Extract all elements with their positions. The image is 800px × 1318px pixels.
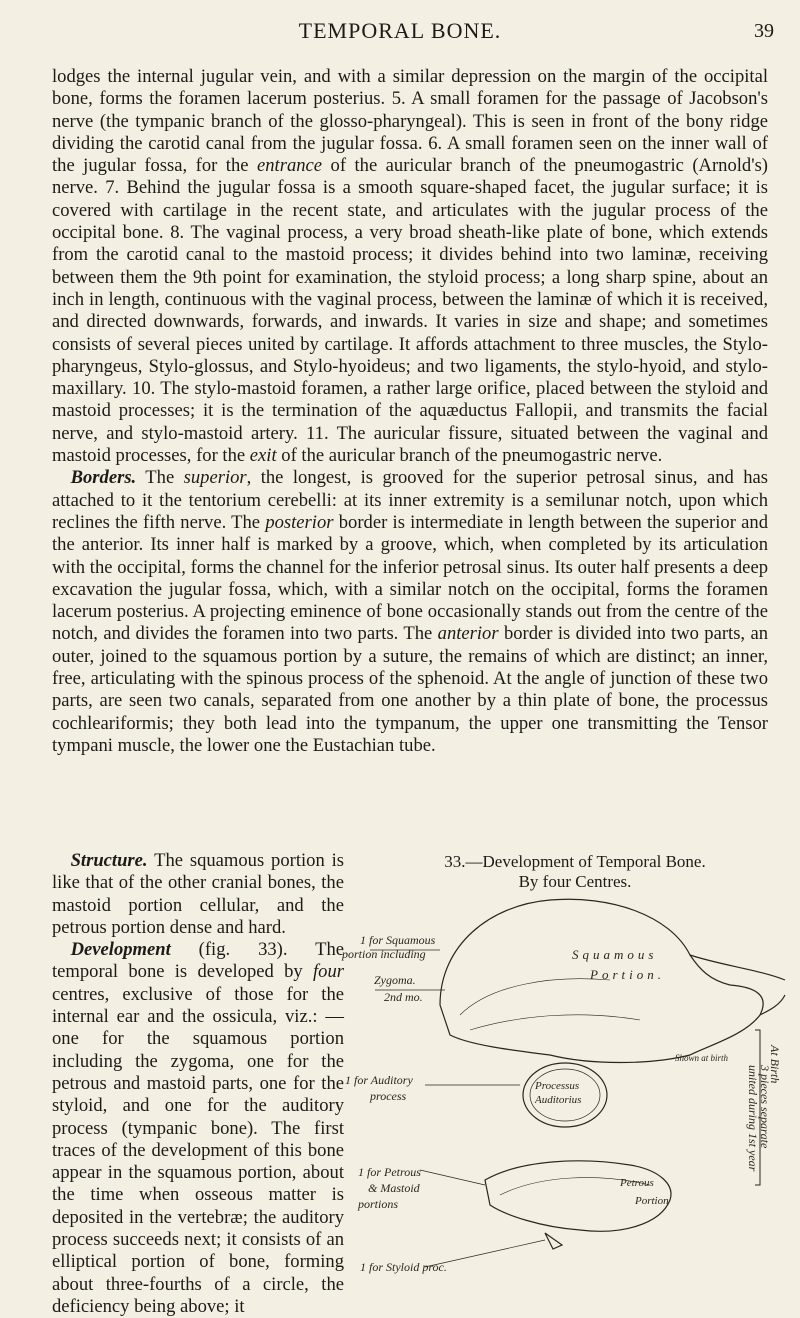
label-portion-word-2: Portion bbox=[635, 1195, 669, 1207]
paragraph-text: centres, exclusive of those for the internal ear and the ossicula, viz.: — one for the squamous portion including the zygoma, one for the petrous and mastoid parts, one for the styloid, and one for the auditory process (tympanic bone). The first traces of the development of this bone appear in the squamous portion, about the time when osseous matter is deposited in the vertebræ; the auditory process succeeds next; it consists of an elliptical portion of bone, forming about three-fourths of a circle, the deficiency being above; it bbox=[52, 983, 344, 1317]
label-united-first-year: united during 1st year bbox=[746, 1065, 760, 1172]
label-squamous-centre-2: portion including bbox=[342, 947, 426, 961]
label-portion-word: Portion. bbox=[590, 967, 665, 982]
label-pieces-separate: 3 pieces separate bbox=[758, 1065, 772, 1149]
paragraph-text: , the longest, is grooved for the superior petrosal sinus, and has attached to it the tentorium cerebelli: at its inner extremity is a semilunar notch, upon which reclines the fifth nerve. The bbox=[52, 467, 769, 533]
paragraph-foramina bbox=[52, 66, 768, 467]
emphasis: anterior bbox=[437, 623, 499, 645]
emphasis: superior bbox=[183, 467, 247, 489]
label-petrous-word: Petrous bbox=[620, 1177, 654, 1189]
label-processus: Processus bbox=[535, 1080, 580, 1092]
paragraph-text: (fig. 33). The temporal bone is developed by bbox=[52, 939, 344, 983]
label-styloid-centre: 1 for Styloid proc. bbox=[360, 1260, 447, 1274]
label-at-birth: At Birth bbox=[768, 1045, 782, 1084]
paragraph-text: of the auricular branch of the pneumogastric (Arnold's) nerve. 7. Behind the jugular fossa is a smooth square-shaped facet, the jugular surface; it is covered with cartilage in the recent state, and articulates with the jugular process of the occipital bone. 8. The vaginal process, a very broad sheath-like plate of bone, which extends from the carotid canal to the mastoid process; it divides behind into two laminæ, receiving between them the 9th point for examination, the styloid process; a long sharp spine, about an inch in length, continuous with the vaginal process, between the laminæ of which it is received, and directed downwards, forwards, and inwards. It varies in size and shape; and sometimes consists of several pieces united by cartilage. It affords attachment to three muscles, the Stylo-pharyngeus, Stylo-glossus, and Stylo-hyoideus; and two ligaments, the stylo-hyoid, and stylo-maxillary. 10. The stylo-mastoid foramen, a rather large orifice, placed between the styloid and mastoid processes; it is the termination of the aquæductus Fallopii, and transmits the facial nerve, and stylo-mastoid artery. 11. The auricular fissure, situated between the vaginal and mastoid processes, for the bbox=[52, 155, 768, 467]
paragraph-borders bbox=[52, 467, 768, 757]
emphasis: four bbox=[313, 961, 344, 983]
label-bracket-note: Shown at birth bbox=[675, 1053, 729, 1063]
paragraph-text: border is divided into two parts, an outer, joined to the squamous portion by a suture, the remains of which are distinct; an inner, free, articulating with the spinous process of the sphenoid. At the angle of junction of these two parts, are seen two canals, separated from one another by a thin plate of bone, the processus cochleariformis; they both lead into the tympanum, the upper one transmitting the Tensor tympani muscle, the lower one the Eustachian tube. bbox=[52, 623, 768, 756]
figure-caption-subtitle: By four Centres. bbox=[518, 872, 632, 891]
main-text-block bbox=[52, 66, 768, 757]
section-heading-borders: Borders. bbox=[70, 467, 137, 489]
emphasis: exit bbox=[249, 445, 277, 467]
label-auditory-centre: 1 for Auditory bbox=[345, 1073, 413, 1087]
paragraph-text: border is intermediate in length between the superior and the anterior. Its inner half is marked by a groove, which, when completed by its articulation with the occipital, forms the channel for the inferior petrosal sinus. Its outer half presents a deep excavation the jugular fossa, which, with a similar notch on the occipital, forms the foramen lacerum posterius. A projecting eminence of bone occasionally stands out from the centre of the notch, and divides the foramen into two parts. The bbox=[52, 511, 768, 645]
label-squamous-centre: 1 for Squamous bbox=[360, 933, 436, 947]
paragraph-text: lodges the internal jugular vein, and with a similar depression on the margin of the occipital bone, forms the foramen lacerum posterius. 5. A small foramen for the passage of Jacobson's nerve (the tympanic branch of the glosso-pharyngeal). This is seen in front of the bony ridge dividing the carotid canal from the jugular fossa. 6. A small foramen seen on the inner wall of the jugular fossa, for the bbox=[52, 66, 768, 177]
label-petrous-centre: 1 for Petrous bbox=[358, 1165, 421, 1179]
label-petrous-mastoid: & Mastoid bbox=[368, 1181, 420, 1195]
figure-caption-title: 33.—Development of Temporal Bone. bbox=[444, 852, 706, 871]
paragraph-text: The bbox=[136, 467, 184, 489]
paragraph-text: The squamous portion is like that of the other cranial bones, the mastoid portion cellular, and the petrous portion dense and hard. bbox=[52, 850, 344, 938]
styloid-outline bbox=[545, 1233, 562, 1249]
label-auditory-process: process bbox=[370, 1089, 407, 1103]
label-squamous-word: Squamous bbox=[572, 947, 658, 962]
label-zygoma: Zygoma. bbox=[374, 973, 416, 987]
emphasis: entrance bbox=[257, 155, 323, 177]
paragraph-text: of the auricular branch of the pneumogastric nerve. bbox=[276, 445, 663, 467]
section-heading-development: Development bbox=[70, 939, 171, 961]
running-title: TEMPORAL BONE. bbox=[298, 18, 502, 43]
section-heading-structure: Structure. bbox=[70, 850, 148, 871]
emphasis: posterior bbox=[265, 511, 334, 533]
label-zygoma-month: 2nd mo. bbox=[384, 990, 423, 1004]
zygoma-outline bbox=[690, 955, 785, 1015]
label-petrous-portions: portions bbox=[358, 1197, 399, 1211]
temporal-bone-illustration bbox=[290, 895, 790, 1305]
page-header bbox=[0, 18, 800, 48]
label-auditorius: Auditorius bbox=[535, 1094, 582, 1106]
figure-caption bbox=[385, 852, 765, 892]
page-number: 39 bbox=[754, 20, 774, 42]
